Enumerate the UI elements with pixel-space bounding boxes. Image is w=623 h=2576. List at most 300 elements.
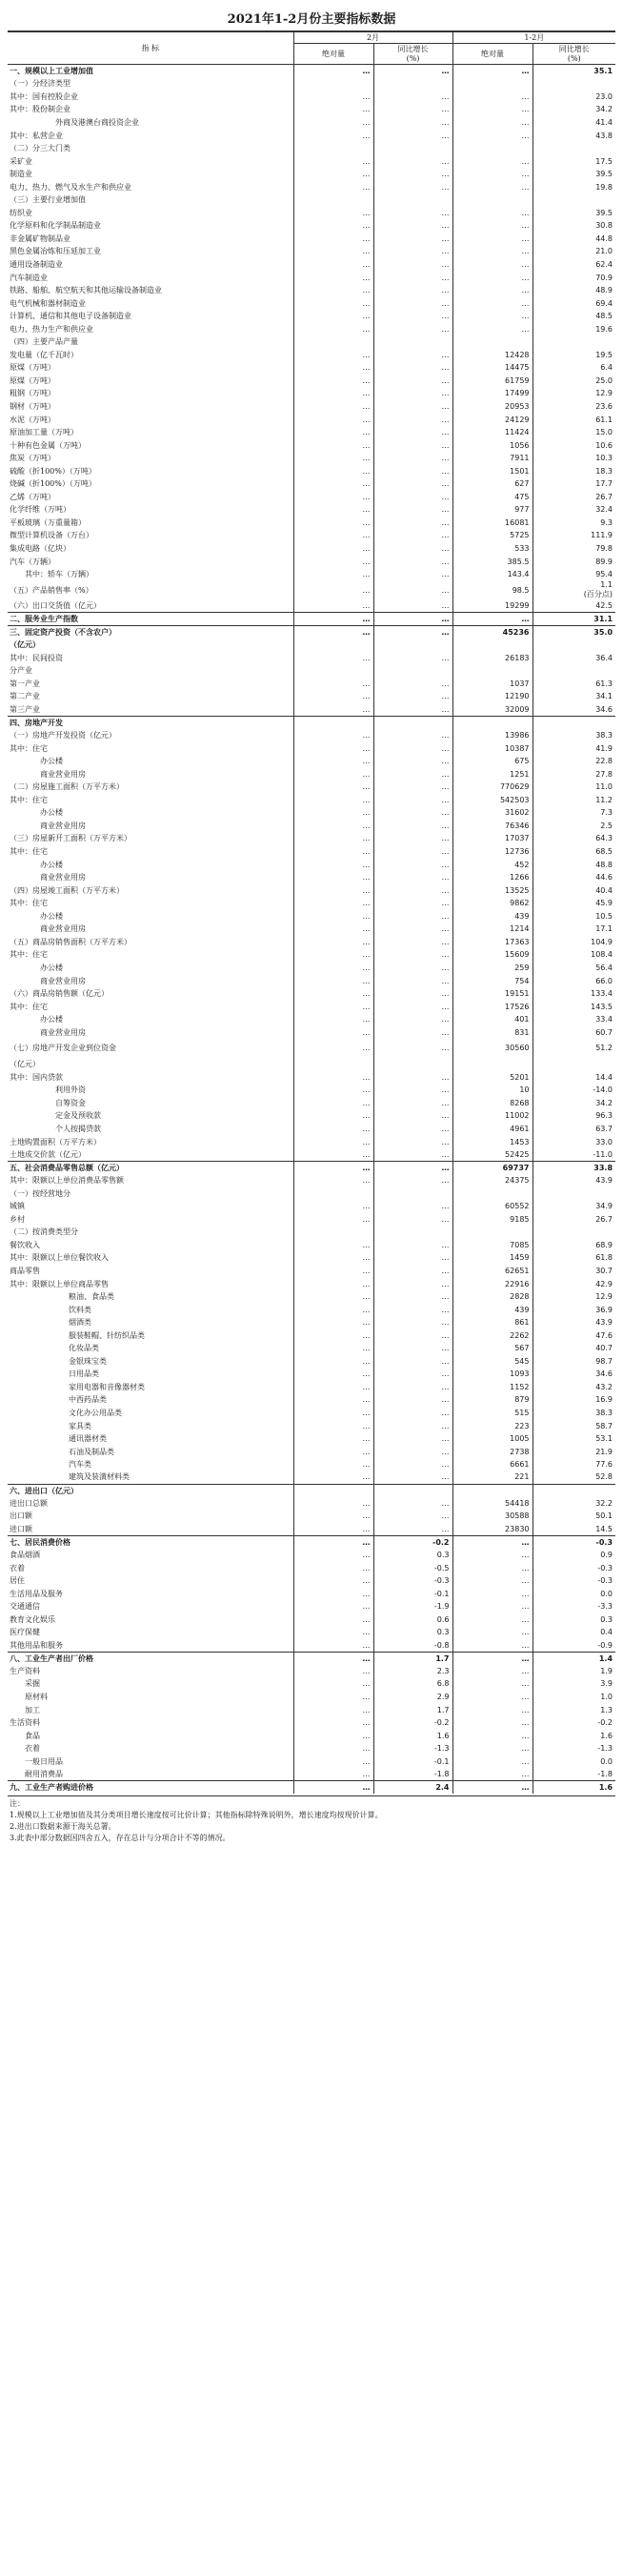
value-yoy-cumulative: -11.0 [533,1148,615,1162]
table-row [8,1123,615,1136]
value-abs-month: … [293,729,373,742]
value-yoy-month: … [373,1251,452,1265]
value-abs-month: … [293,1471,373,1484]
value-abs-cumulative: 16081 [452,517,533,530]
table-row [8,1419,615,1432]
table-row [8,258,615,272]
value-abs-month: … [293,1677,373,1691]
table-row [8,1148,615,1162]
value-abs-month: … [293,168,373,181]
value-abs-month: … [293,599,373,613]
table-row [8,690,615,703]
value-yoy-cumulative: 50.1 [533,1510,615,1523]
value-abs-month: … [293,1368,373,1381]
value-abs-month: … [293,580,373,599]
row-label: （四）主要产品产量 [10,337,78,347]
header-cumulative: 1-2月 [452,32,615,44]
value-abs-cumulative [452,664,533,678]
value-abs-month: … [293,1703,373,1716]
value-yoy-cumulative: 51.2 [533,1039,615,1058]
value-yoy-month: … [373,452,452,465]
value-yoy-month: … [373,258,452,272]
value-abs-month: … [293,555,373,568]
value-abs-cumulative: 879 [452,1393,533,1407]
value-yoy-month: … [373,129,452,142]
value-yoy-month: 6.8 [373,1677,452,1691]
value-yoy-month: … [373,349,452,362]
value-yoy-month: … [373,1290,452,1304]
value-abs-cumulative: 24375 [452,1174,533,1187]
value-yoy-cumulative: 36.4 [533,652,615,665]
value-abs-month: … [293,568,373,581]
value-yoy-cumulative: -3.3 [533,1600,615,1613]
table-row [8,1742,615,1755]
value-yoy-cumulative: 10.3 [533,452,615,465]
table-row [8,580,615,599]
value-yoy-cumulative: 0.3 [533,1613,615,1626]
value-abs-cumulative: … [452,1729,533,1742]
value-abs-month: … [293,625,373,639]
value-yoy-cumulative: 0.4 [533,1626,615,1639]
value-abs-cumulative: 977 [452,503,533,517]
value-yoy-cumulative: 18.3 [533,464,615,477]
value-yoy-cumulative: 36.9 [533,1303,615,1316]
value-abs-month: … [293,310,373,323]
value-abs-month: … [293,1665,373,1678]
value-yoy-cumulative: 1.9 [533,1665,615,1678]
value-yoy-cumulative [533,142,615,155]
table-row [8,271,615,284]
value-yoy-month: … [373,387,452,400]
value-yoy-month: … [373,652,452,665]
value-abs-month: … [293,1355,373,1369]
value-yoy-month: … [373,245,452,258]
value-yoy-month: … [373,438,452,452]
table-row [8,154,615,168]
value-yoy-cumulative: 79.8 [533,542,615,556]
table-row [8,1626,615,1639]
value-yoy-cumulative: 47.6 [533,1329,615,1342]
value-yoy-cumulative: 41.9 [533,741,615,755]
table-row [8,1265,615,1278]
value-yoy-month: 1.6 [373,1729,452,1742]
table-row [8,1226,615,1239]
value-abs-cumulative: … [452,65,533,78]
value-abs-month: … [293,517,373,530]
value-abs-month: … [293,1613,373,1626]
value-yoy-month: -0.5 [373,1561,452,1574]
row-label: 电气机械和器材制造业 [10,298,86,308]
value-yoy-cumulative: 0.0 [533,1755,615,1769]
value-abs-month: … [293,1587,373,1600]
value-abs-cumulative: … [452,1768,533,1781]
value-yoy-cumulative: 35.0 [533,625,615,639]
table-row [8,1316,615,1329]
value-abs-month [293,193,373,207]
header-month: 2月 [293,32,452,44]
value-abs-month: … [293,987,373,1001]
value-yoy-month: … [373,1084,452,1097]
value-yoy-cumulative: 64.3 [533,832,615,845]
value-abs-cumulative: … [452,310,533,323]
value-abs-month: … [293,1561,373,1574]
row-label: 其中：轿车（万辆） [25,570,93,579]
row-label: 原材料 [25,1693,48,1702]
value-abs-month [293,664,373,678]
value-yoy-month: … [373,845,452,859]
row-label: 食品烟酒 [10,1551,40,1560]
value-yoy-month: … [373,296,452,310]
value-abs-cumulative: 567 [452,1342,533,1355]
value-yoy-month: … [373,1265,452,1278]
value-yoy-month: … [373,871,452,884]
value-abs-cumulative: … [452,91,533,104]
value-abs-cumulative: 98.5 [452,580,533,599]
row-label: 烧碱（折100%）（万吨） [10,479,96,489]
value-abs-month [293,1058,373,1071]
value-abs-cumulative: 542503 [452,794,533,807]
table-row [8,1290,615,1304]
value-abs-cumulative: 861 [452,1316,533,1329]
row-label: 食品 [25,1731,40,1740]
table-row [8,767,615,781]
value-yoy-cumulative: 96.3 [533,1109,615,1123]
table-row [8,1200,615,1213]
value-abs-cumulative: … [452,322,533,335]
table-row [8,1135,615,1148]
row-label: 发电量（亿千瓦时） [10,350,78,359]
value-yoy-cumulative: 60.7 [533,1025,615,1039]
value-yoy-cumulative: 2.5 [533,820,615,833]
value-yoy-month: … [373,1303,452,1316]
table-row [8,987,615,1001]
value-yoy-month: … [373,477,452,491]
table-row [8,1025,615,1039]
value-yoy-month: … [373,767,452,781]
row-label: 中西药品类 [69,1395,107,1405]
value-yoy-cumulative: 143.5 [533,1000,615,1013]
value-abs-month: … [293,1574,373,1588]
value-yoy-month: … [373,1148,452,1162]
value-abs-cumulative: 22916 [452,1277,533,1290]
row-label: （四）房屋竣工面积（万平方米） [10,885,124,895]
value-abs-cumulative: 4961 [452,1123,533,1136]
value-abs-cumulative: … [452,207,533,220]
value-yoy-cumulative: 26.7 [533,1213,615,1227]
value-abs-month: … [293,426,373,439]
table-row [8,349,615,362]
value-abs-cumulative: 1251 [452,767,533,781]
value-abs-cumulative: 221 [452,1471,533,1484]
value-yoy-cumulative: 40.4 [533,883,615,897]
value-yoy-cumulative: 48.9 [533,284,615,297]
table-row [8,639,615,652]
row-label: 土地购置面积（万平方米） [10,1137,101,1146]
value-abs-cumulative: 1501 [452,464,533,477]
value-yoy-cumulative: 45.9 [533,897,615,910]
value-yoy-month: … [373,271,452,284]
value-yoy-month: … [373,1407,452,1420]
value-abs-month: … [293,1097,373,1110]
value-yoy-cumulative: 69.4 [533,296,615,310]
value-abs-month: … [293,284,373,297]
value-abs-month: … [293,948,373,962]
value-abs-month: … [293,1109,373,1123]
row-label: 平板玻璃（万重量箱） [10,517,86,527]
row-label: 铁路、船舶、航空航天和其他运输设备制造业 [10,286,162,295]
value-yoy-cumulative: -0.2 [533,1716,615,1730]
value-abs-month: … [293,1174,373,1187]
table-row [8,1639,615,1653]
value-abs-month: … [293,1691,373,1704]
table-row [8,948,615,962]
row-label: 加工 [25,1705,40,1714]
table-row [8,452,615,465]
table-row [8,335,615,349]
value-yoy-month: … [373,883,452,897]
value-abs-month: … [293,1251,373,1265]
value-yoy-month: … [373,1000,452,1013]
table-row [8,1535,615,1549]
table-row [8,1355,615,1369]
value-abs-month: … [293,464,373,477]
value-yoy-month: … [373,1025,452,1039]
value-abs-cumulative: 143.4 [452,568,533,581]
row-label: 计算机、通信和其他电子设备制造业 [10,312,131,321]
table-row [8,1109,615,1123]
row-label: 化学纤维（万吨） [10,505,70,515]
row-label: 商业营业用房 [40,769,86,779]
footnote-line: 3.此表中部分数据因四舍五入，存在总计与分项合计不等的情况。 [10,1834,231,1843]
table-row [8,1277,615,1290]
value-abs-month: … [293,1600,373,1613]
value-abs-month: … [293,1393,373,1407]
row-label: 衣着 [10,1563,25,1572]
value-yoy-cumulative: 34.6 [533,1368,615,1381]
value-abs-month: … [293,781,373,794]
value-abs-month: … [293,91,373,104]
row-label: （三）主要行业增加值 [10,195,86,205]
value-abs-month: … [293,1200,373,1213]
row-label: 商业营业用房 [40,821,86,830]
table-row [8,845,615,859]
value-abs-cumulative: 61759 [452,375,533,388]
value-abs-month: … [293,1755,373,1769]
value-abs-cumulative: 17526 [452,1000,533,1013]
value-abs-cumulative: 60552 [452,1200,533,1213]
table-row [8,858,615,871]
row-label: 三、固定资产投资（不含农户） [8,625,293,639]
value-abs-cumulative: … [452,258,533,272]
value-yoy-month: … [373,741,452,755]
value-yoy-cumulative: 34.9 [533,1200,615,1213]
value-yoy-cumulative: -0.9 [533,1639,615,1653]
value-yoy-cumulative: 33.4 [533,1013,615,1026]
row-label: 乡村 [10,1214,25,1224]
value-yoy-month: … [373,1342,452,1355]
table-row [8,1703,615,1716]
value-abs-cumulative: … [452,1665,533,1678]
value-yoy-month: … [373,233,452,246]
value-abs-month: … [293,180,373,193]
value-abs-month [293,1484,373,1497]
value-yoy-month: … [373,65,452,78]
value-abs-cumulative: … [452,1742,533,1755]
value-abs-month: … [293,1342,373,1355]
table-row [8,806,615,820]
table-row [8,1445,615,1458]
row-label: 七、居民消费价格 [8,1535,293,1549]
value-abs-cumulative: 452 [452,858,533,871]
row-label: 黑色金属冶炼和压延加工业 [10,247,101,256]
value-yoy-month: -0.3 [373,1574,452,1588]
row-label: （二）按消费类型分 [10,1227,78,1237]
value-abs-cumulative: 10 [452,1084,533,1097]
row-label: （五）产品销售率（%） [10,585,93,595]
value-abs-cumulative: … [452,1600,533,1613]
value-abs-cumulative: 6661 [452,1458,533,1471]
table-row [8,1342,615,1355]
row-label: 自筹资金 [55,1098,86,1107]
row-label: 六、进出口（亿元） [8,1484,293,1497]
value-abs-cumulative [452,1187,533,1200]
table-row [8,794,615,807]
value-abs-cumulative: 26183 [452,652,533,665]
value-yoy-month: -1.9 [373,1600,452,1613]
value-yoy-month: … [373,1381,452,1394]
value-abs-cumulative: … [452,233,533,246]
value-abs-cumulative [452,1058,533,1071]
value-yoy-cumulative: 19.5 [533,349,615,362]
value-abs-month: … [293,1445,373,1458]
value-abs-month: … [293,387,373,400]
value-abs-month: … [293,1497,373,1511]
value-abs-cumulative: 31602 [452,806,533,820]
value-yoy-cumulative: 10.6 [533,438,615,452]
value-abs-month: … [293,767,373,781]
value-abs-month: … [293,832,373,845]
value-yoy-cumulative: 98.7 [533,1355,615,1369]
table-row [8,820,615,833]
value-yoy-month: … [373,116,452,130]
value-abs-month: … [293,1381,373,1394]
value-yoy-month [373,77,452,91]
value-abs-cumulative: 19151 [452,987,533,1001]
value-yoy-cumulative: 133.4 [533,987,615,1001]
value-abs-month: … [293,219,373,233]
value-yoy-cumulative: 32.4 [533,503,615,517]
value-yoy-month: … [373,154,452,168]
value-yoy-cumulative: 95.4 [533,568,615,581]
row-label: （七）房地产开发企业到位资金 [10,1044,116,1053]
value-abs-cumulative: 15609 [452,948,533,962]
table-row [8,116,615,130]
value-yoy-month: … [373,703,452,717]
value-yoy-month: … [373,1355,452,1369]
row-label: 其中：国内贷款 [10,1072,63,1082]
value-abs-cumulative: 10387 [452,741,533,755]
value-yoy-month: -0.1 [373,1755,452,1769]
value-abs-cumulative: 12190 [452,690,533,703]
value-abs-month: … [293,245,373,258]
value-yoy-month: -0.2 [373,1535,452,1549]
row-label: 八、工业生产者出厂价格 [8,1652,293,1665]
value-yoy-cumulative: 3.9 [533,1677,615,1691]
value-yoy-cumulative: 34.2 [533,103,615,116]
table-row [8,245,615,258]
value-yoy-month: -0.8 [373,1639,452,1653]
value-yoy-month: … [373,1200,452,1213]
table-row [8,1393,615,1407]
row-label: 二、服务业生产指数 [8,613,293,626]
value-yoy-month: … [373,1393,452,1407]
table-row [8,65,615,78]
row-label: 烟酒类 [69,1318,91,1328]
value-abs-month: … [293,923,373,936]
table-row [8,438,615,452]
table-row [8,1161,615,1174]
table-row [8,716,615,729]
value-abs-cumulative: 1005 [452,1432,533,1446]
table-row [8,1000,615,1013]
value-yoy-cumulative: 7.3 [533,806,615,820]
value-yoy-month: … [373,599,452,613]
value-abs-month: … [293,296,373,310]
value-abs-cumulative: 7911 [452,452,533,465]
value-abs-cumulative: 385.5 [452,555,533,568]
value-abs-cumulative: … [452,296,533,310]
value-abs-month: … [293,361,373,375]
value-yoy-month: … [373,832,452,845]
row-label: 商业营业用房 [40,924,86,934]
value-abs-cumulative: … [452,1535,533,1549]
value-abs-cumulative: 69737 [452,1161,533,1174]
indicator-table [8,32,615,1794]
value-abs-cumulative: 1056 [452,438,533,452]
table-row [8,1729,615,1742]
value-yoy-month: -0.2 [373,1716,452,1730]
value-yoy-cumulative: 44.8 [533,233,615,246]
value-abs-cumulative: 1152 [452,1381,533,1394]
table-row [8,310,615,323]
row-label: 通讯器材类 [69,1434,107,1444]
value-abs-month: … [293,1639,373,1653]
value-abs-cumulative: … [452,1691,533,1704]
row-label: （一）按经营地分 [10,1188,70,1198]
row-label: 五、社会消费品零售总额（亿元） [8,1161,293,1174]
value-yoy-cumulative: 89.9 [533,555,615,568]
row-label: 土地成交价款（亿元） [10,1149,86,1159]
value-yoy-month: … [373,400,452,414]
value-abs-month [293,142,373,155]
row-label: 商业营业用房 [40,873,86,882]
row-label: 其中：住宅 [10,743,48,753]
row-label: 其中：限额以上单位商品零售 [10,1279,109,1288]
value-abs-month: … [293,1239,373,1252]
row-label: 汽车类 [69,1460,91,1470]
value-abs-month: … [293,871,373,884]
table-row [8,1652,615,1665]
value-yoy-cumulative: 66.0 [533,974,615,987]
row-label: 其中：私营企业 [10,131,63,140]
value-abs-cumulative: 1093 [452,1368,533,1381]
value-abs-month: … [293,1329,373,1342]
row-label: 商品零售 [10,1266,40,1275]
row-label: 办公楼 [40,860,63,869]
row-label: 金银珠宝类 [69,1356,107,1366]
value-yoy-cumulative [533,1187,615,1200]
row-label: （一）房地产开发投资（亿元） [10,731,116,740]
